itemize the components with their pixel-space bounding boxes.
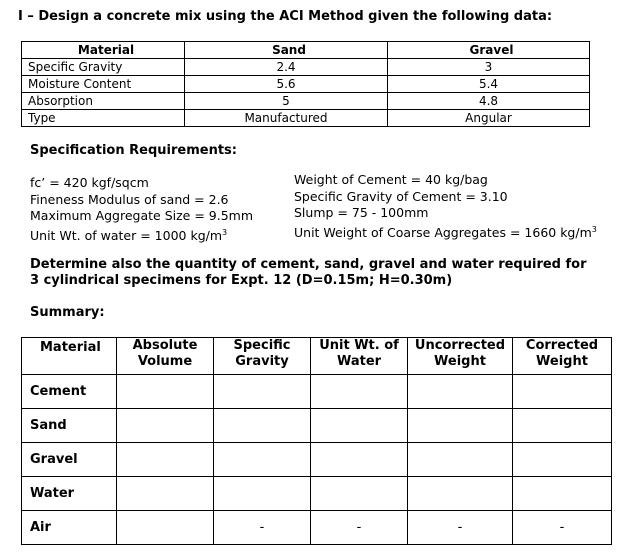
- cell-empty: [513, 443, 612, 477]
- header-line: Unit Wt. of: [319, 338, 399, 353]
- cell-empty: [513, 375, 612, 409]
- header-sand: Sand: [185, 42, 388, 59]
- header-uncorrected-weight: [408, 338, 513, 375]
- cell-dash: -: [513, 511, 612, 545]
- table-row: [22, 93, 590, 110]
- header-line: Corrected: [525, 338, 599, 353]
- table-row: [22, 76, 590, 93]
- cell-empty: [117, 511, 214, 545]
- header-absolute-volume: [117, 338, 214, 375]
- determine-line-1: Determine also the quantity of cement, sand, gravel and water required for: [30, 257, 587, 272]
- spec-heading: Specification Requirements:: [30, 143, 237, 158]
- spec-coarse-unit-weight-text: Unit Weight of Coarse Aggregates = 1660 kg/m: [294, 224, 592, 240]
- header-material: [22, 338, 117, 375]
- header-line: Weight: [434, 354, 486, 369]
- cell-empty: [117, 375, 214, 409]
- spec-fineness-modulus: Fineness Modulus of sand = 2.6: [30, 191, 229, 207]
- cell-empty: [117, 409, 214, 443]
- cell-empty: [513, 477, 612, 511]
- spec-right-column: [294, 172, 597, 241]
- spec-cement-weight: Weight of Cement = 40 kg/bag: [294, 172, 488, 187]
- cell-empty: [311, 375, 408, 409]
- cell-empty: [408, 477, 513, 511]
- header-line: Gravity: [235, 354, 289, 369]
- materials-header-row: [22, 42, 590, 59]
- superscript: 3: [591, 224, 597, 234]
- summary-header-row: [22, 338, 612, 375]
- cell-empty: [214, 477, 311, 511]
- table-row: [22, 477, 612, 511]
- cell-empty: [311, 409, 408, 443]
- header-unit-wt-water: [311, 338, 408, 375]
- spec-left-column: [30, 175, 253, 244]
- spec-unit-wt-water: [30, 225, 253, 245]
- spec-coarse-unit-weight: [294, 222, 597, 242]
- cell-dash: -: [408, 511, 513, 545]
- determine-line-2: 3 cylindrical specimens for Expt. 12 (D=0.15m; H=0.30m): [30, 273, 453, 288]
- header-line: Water: [336, 354, 382, 369]
- table-row: [22, 59, 590, 76]
- row-label: Absorption: [22, 93, 185, 110]
- header-corrected-weight: [513, 338, 612, 375]
- sand-value: 5.6: [185, 76, 388, 93]
- spec-unit-wt-water-text: Unit Wt. of water = 1000 kg/m: [30, 227, 223, 243]
- header-line: Weight: [536, 354, 588, 369]
- gravel-value: 3: [388, 59, 590, 76]
- materials-table: [21, 41, 590, 127]
- row-label-sand: Sand: [22, 409, 117, 443]
- table-row: [22, 443, 612, 477]
- row-label-air: Air: [22, 511, 117, 545]
- header-line: Absolute: [132, 338, 198, 353]
- row-label: Specific Gravity: [22, 59, 185, 76]
- header-line: Uncorrected: [414, 338, 506, 353]
- header-line: Volume: [137, 354, 193, 369]
- header-gravel: Gravel: [388, 42, 590, 59]
- sand-value: 2.4: [185, 59, 388, 76]
- gravel-value: Angular: [388, 110, 590, 127]
- table-row: [22, 511, 612, 545]
- sand-value: 5: [185, 93, 388, 110]
- sand-value: Manufactured: [185, 110, 388, 127]
- gravel-value: 5.4: [388, 76, 590, 93]
- cell-empty: [311, 443, 408, 477]
- spec-fc: fc’ = 420 kgf/sqcm: [30, 175, 149, 190]
- gravel-value: 4.8: [388, 93, 590, 110]
- cell-empty: [408, 375, 513, 409]
- spec-slump: Slump = 75 - 100mm: [294, 205, 429, 220]
- cell-empty: [117, 443, 214, 477]
- table-row: [22, 375, 612, 409]
- cell-empty: [408, 409, 513, 443]
- cell-empty: [214, 443, 311, 477]
- cell-dash: -: [214, 511, 311, 545]
- table-row: [22, 409, 612, 443]
- cell-dash: -: [311, 511, 408, 545]
- superscript: 3: [222, 227, 228, 237]
- cell-empty: [214, 409, 311, 443]
- cell-empty: [214, 375, 311, 409]
- summary-heading: Summary:: [30, 305, 105, 320]
- determine-instruction: [30, 257, 587, 289]
- header-line: Material: [40, 340, 101, 355]
- row-label: Moisture Content: [22, 76, 185, 93]
- header-specific-gravity: [214, 338, 311, 375]
- cell-empty: [117, 477, 214, 511]
- spec-cement-sg: Specific Gravity of Cement = 3.10: [294, 188, 508, 204]
- header-material: Material: [22, 42, 185, 59]
- cell-empty: [513, 409, 612, 443]
- row-label-cement: Cement: [22, 375, 117, 409]
- row-label-water: Water: [22, 477, 117, 511]
- page-title: I – Design a concrete mix using the ACI Method given the following data:: [18, 9, 553, 24]
- summary-table: [21, 337, 612, 545]
- header-line: Specific: [233, 338, 291, 353]
- table-row: [22, 110, 590, 127]
- row-label: Type: [22, 110, 185, 127]
- row-label-gravel: Gravel: [22, 443, 117, 477]
- spec-max-aggregate: Maximum Aggregate Size = 9.5mm: [30, 208, 254, 223]
- cell-empty: [408, 443, 513, 477]
- cell-empty: [311, 477, 408, 511]
